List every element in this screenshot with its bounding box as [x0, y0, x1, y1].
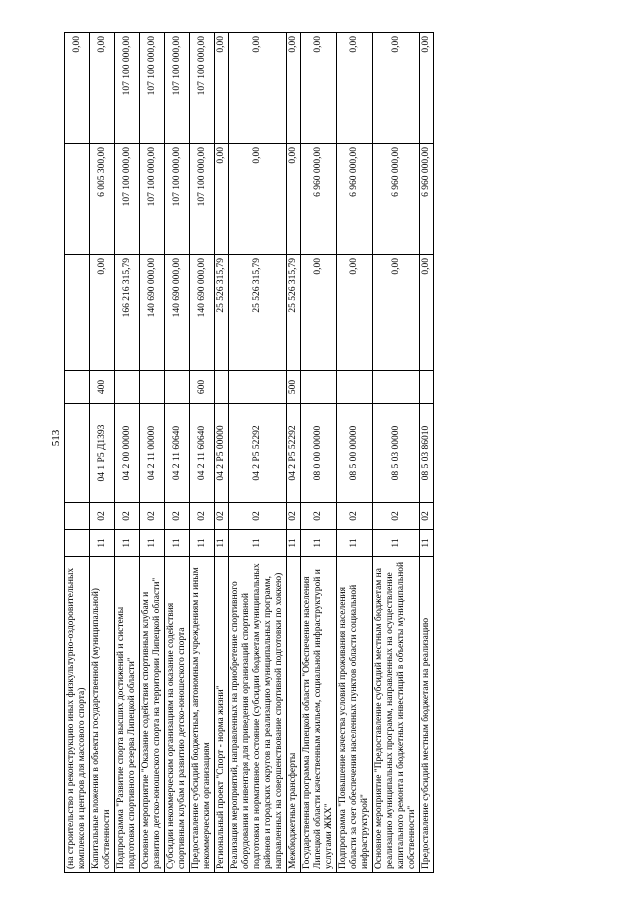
row-sum-2: 0,00: [287, 144, 301, 255]
row-vr: [140, 371, 165, 404]
row-sum-1: 140 690 000,00: [165, 255, 190, 371]
row-sum-2: 107 100 000,00: [165, 144, 190, 255]
row-csr: 04 2 P5 00000: [215, 404, 229, 503]
row-sum-2: 6 005 300,00: [90, 144, 115, 255]
row-glav: 11: [420, 530, 434, 557]
row-glav: 11: [215, 530, 229, 557]
row-csr: 08 5 00 00000: [337, 404, 373, 503]
row-glav: 11: [287, 530, 301, 557]
row-name: Подпрограмма "Развитие спорта высших достижений и системы подготовки спортивного резерва Липецкой области": [115, 557, 140, 873]
row-glav: [65, 530, 90, 557]
row-sum-3: 0,00: [337, 33, 373, 144]
row-vr: [229, 371, 287, 404]
row-sum-2: 0,00: [229, 144, 287, 255]
row-csr: 04 2 P5 52292: [287, 404, 301, 503]
table-row: [420, 33, 434, 873]
row-sum-3: 0,00: [301, 33, 337, 144]
row-sum-1: 140 690 000,00: [140, 255, 165, 371]
row-sum-2: 107 100 000,00: [140, 144, 165, 255]
row-sum-2: 6 960 000,00: [373, 144, 420, 255]
row-razd: 02: [420, 503, 434, 530]
table-row: [229, 33, 287, 873]
row-sum-2: 107 100 000,00: [190, 144, 215, 255]
row-name: Межбюджетные трансферты: [287, 557, 301, 873]
row-glav: 11: [140, 530, 165, 557]
row-sum-1: 166 216 315,79: [115, 255, 140, 371]
row-vr: [337, 371, 373, 404]
row-csr: 08 5 03 86010: [420, 404, 434, 503]
row-name: Основное мероприятие "Оказание содействия спортивным клубам и развитию детско-юношеского спорта на территории Липецкой области": [140, 557, 165, 873]
row-glav: 11: [90, 530, 115, 557]
budget-table-area: [64, 33, 579, 873]
row-razd: 02: [115, 503, 140, 530]
row-csr: 08 0 00 00000: [301, 404, 337, 503]
row-razd: 02: [301, 503, 337, 530]
row-sum-1: 0,00: [301, 255, 337, 371]
budget-table-rotated: [64, 33, 579, 873]
table-row: [90, 33, 115, 873]
row-razd: 02: [215, 503, 229, 530]
row-sum-2: 6 960 000,00: [301, 144, 337, 255]
row-razd: 02: [90, 503, 115, 530]
row-glav: 11: [301, 530, 337, 557]
row-vr: [420, 371, 434, 404]
row-sum-3: 0,00: [229, 33, 287, 144]
row-sum-3: 107 100 000,00: [140, 33, 165, 144]
row-csr: 08 5 03 00000: [373, 404, 420, 503]
row-name: Подпрограмма "Повышение качества условий проживания населения области за счет обеспечения населенных пунктов области социальной инфраструктурой": [337, 557, 373, 873]
row-sum-1: [65, 255, 90, 371]
table-row: [337, 33, 373, 873]
row-sum-2: 0,00: [215, 144, 229, 255]
table-row: [65, 33, 90, 873]
row-sum-1: 25 526 315,79: [215, 255, 229, 371]
row-glav: 11: [115, 530, 140, 557]
row-csr: 04 1 P5 Д1393: [90, 404, 115, 503]
row-sum-1: 0,00: [90, 255, 115, 371]
row-sum-1: 25 526 315,79: [229, 255, 287, 371]
row-sum-2: 6 960 000,00: [420, 144, 434, 255]
row-sum-3: 0,00: [215, 33, 229, 144]
row-razd: 02: [190, 503, 215, 530]
row-vr: [115, 371, 140, 404]
row-razd: 02: [287, 503, 301, 530]
table-row: [140, 33, 165, 873]
row-sum-3: 107 100 000,00: [115, 33, 140, 144]
row-vr: 600: [190, 371, 215, 404]
row-vr: [65, 371, 90, 404]
table-row: [190, 33, 215, 873]
row-name: Государственная программа Липецкой области "Обеспечение населения Липецкой области качественным жильем, социальной инфраструктурой и услугами ЖКХ": [301, 557, 337, 873]
row-sum-2: [65, 144, 90, 255]
row-csr: 04 2 11 60640: [165, 404, 190, 503]
row-sum-3: 107 100 000,00: [165, 33, 190, 144]
row-razd: 02: [140, 503, 165, 530]
row-name: Реализация мероприятий, направленных на приобретение спортивного оборудования и инвентаря для приведения организаций спортивной подготовки в нормативное состояние (субсидии бюджетам муниципальных районов и городских округов на реализацию муниципальных программ, направленных на совершенствование спортивной подготовки по хоккею): [229, 557, 287, 873]
row-sum-3: 107 100 000,00: [190, 33, 215, 144]
row-name: Предоставление субсидий бюджетным, автономным учреждениям и иным некоммерческим организациям: [190, 557, 215, 873]
row-glav: 11: [229, 530, 287, 557]
row-glav: 11: [165, 530, 190, 557]
row-csr: 04 2 00 00000: [115, 404, 140, 503]
row-sum-2: 6 960 000,00: [337, 144, 373, 255]
row-sum-1: 0,00: [420, 255, 434, 371]
page-number: 513: [50, 429, 62, 447]
row-name: (на строительство и реконструкцию иных физкультурно-оздоровительных комплексов и центров для массового спорта): [65, 557, 90, 873]
row-razd: 02: [337, 503, 373, 530]
row-csr: 04 2 11 60640: [190, 404, 215, 503]
row-vr: [215, 371, 229, 404]
row-csr: [65, 404, 90, 503]
row-vr: [165, 371, 190, 404]
row-sum-3: 0,00: [420, 33, 434, 144]
row-sum-2: 107 100 000,00: [115, 144, 140, 255]
row-sum-1: 0,00: [373, 255, 420, 371]
table-row: [301, 33, 337, 873]
table-row: [287, 33, 301, 873]
row-vr: [301, 371, 337, 404]
row-name: Предоставление субсидий местным бюджетам на реализацию: [420, 557, 434, 873]
row-razd: 02: [165, 503, 190, 530]
row-csr: 04 2 11 00000: [140, 404, 165, 503]
row-razd: [65, 503, 90, 530]
row-razd: 02: [229, 503, 287, 530]
row-vr: 500: [287, 371, 301, 404]
row-sum-1: 25 526 315,79: [287, 255, 301, 371]
row-csr: 04 2 P5 52292: [229, 404, 287, 503]
row-vr: [373, 371, 420, 404]
row-name: Капитальные вложения в объекты государственной (муниципальной) собственности: [90, 557, 115, 873]
row-razd: 02: [373, 503, 420, 530]
row-sum-1: 0,00: [337, 255, 373, 371]
row-sum-1: 140 690 000,00: [190, 255, 215, 371]
row-glav: 11: [373, 530, 420, 557]
row-sum-3: 0,00: [90, 33, 115, 144]
row-glav: 11: [190, 530, 215, 557]
row-name: Субсидии некоммерческим организациям на оказание содействия спортивным клубам и развитию детско-юношеского спорта: [165, 557, 190, 873]
table-row: [165, 33, 190, 873]
row-sum-3: 0,00: [287, 33, 301, 144]
row-name: Региональный проект "Спорт - норма жизни": [215, 557, 229, 873]
table-row: [115, 33, 140, 873]
row-glav: 11: [337, 530, 373, 557]
budget-table: [64, 32, 434, 873]
table-row: [373, 33, 420, 873]
row-vr: 400: [90, 371, 115, 404]
table-row: [215, 33, 229, 873]
row-sum-3: 0,00: [65, 33, 90, 144]
row-sum-3: 0,00: [373, 33, 420, 144]
row-name: Основное мероприятие "Предоставление субсидий местным бюджетам на реализацию муниципальных программ, направленных на осуществление капитального ремонта и бюджетных инвестиций в объекты муниципальной собственности": [373, 557, 420, 873]
